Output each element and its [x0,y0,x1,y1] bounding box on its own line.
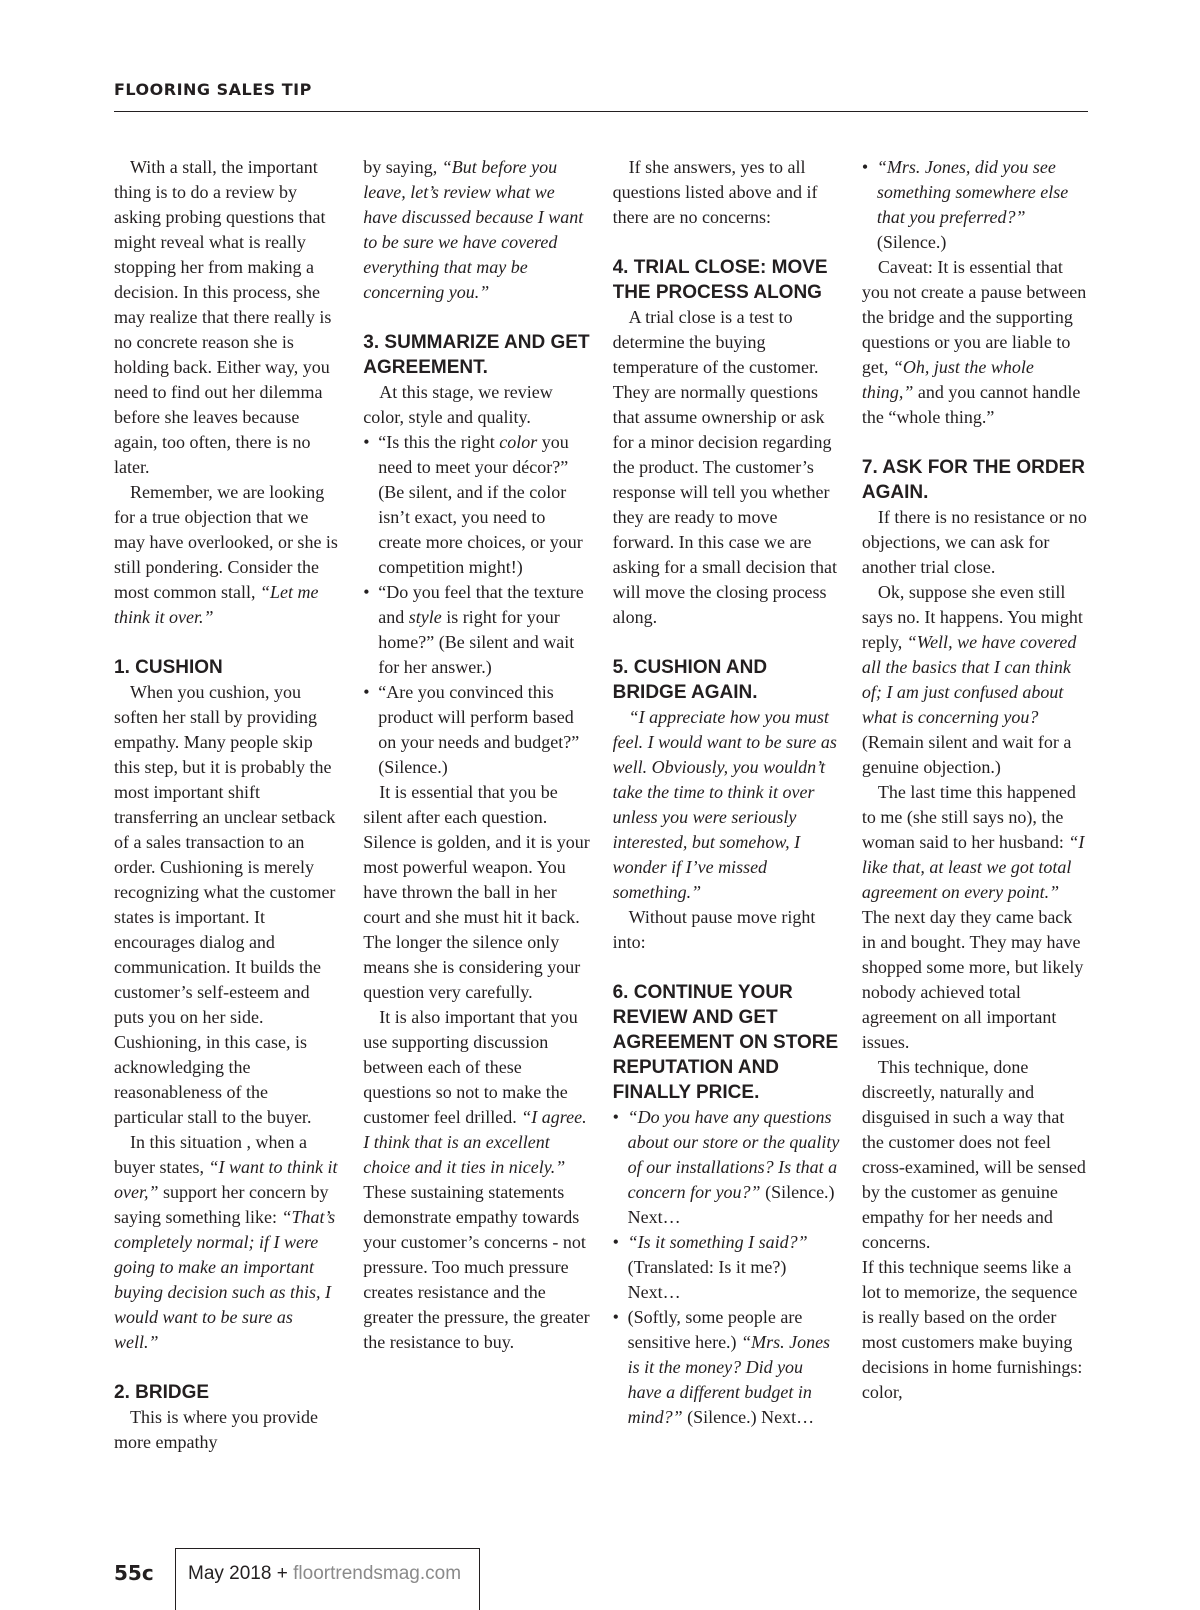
column-4 [862,155,1089,1485]
footer-separator: + [276,1563,288,1584]
heading-summarize: 3. SUMMARIZE AND GET AGREEMENT. [363,332,590,378]
list-item: • “Mrs. Jones, did you see something somewhere else that you preferred?” (Silence.) [862,155,1089,255]
list-item: • “Is this the right color you need to meet your décor?” (Be silent, and if the color isn’t exact, you need to create more choices, or your competition might!) [363,430,590,580]
paragraph: It is essential that you be silent after each question. Silence is golden, and it is your most powerful weapon. You have thrown the ball in her court and she must hit it back. The longer the silence only means she is considering your question very carefully. [363,782,590,1002]
footer-issue [188,1563,461,1585]
paragraph: This technique, done discreetly, naturally and disguised in such a way that the customer does not feel cross-examined, will be sensed by the customer as genuine empathy for her needs and concerns. [861,1057,1086,1252]
list-item: • “Is it something I said?” (Translated: Is it me?) Next… [613,1230,840,1305]
heading-bridge: 2. BRIDGE [114,1382,210,1403]
paragraph: “I appreciate how you must feel. I would want to be sure as well. Obviously, you wouldn’t take the time to think it over unless you were seriously interested, but somehow, I wonder if I’ve missed something.” [612,707,837,902]
website-link[interactable]: floortrendsmag.com [293,1563,462,1584]
section-label: FLOORING SALES TIP [114,80,312,99]
issue-date: May 2018 [188,1563,272,1584]
article-body [114,155,1088,1485]
paragraph: Caveat: It is essential that you not create a pause between the bridge and the supporting questions or you are liable to get, “Oh, just the whole thing,” and you cannot handle the “whole thing.” [861,257,1087,427]
list-item: • (Softly, some people are sensitive here.) “Mrs. Jones is it the money? Did you have a different budget in mind?” (Silence.) Next… [613,1305,840,1430]
paragraph: A trial close is a test to determine the buying temperature of the customer. They are normally questions that assume ownership or ask for a minor decision regarding the product. The customer’s response will tell you whether they are ready to move forward. In this case we are asking for a small decision that will move the closing process along. [612,307,838,627]
column-3 [613,155,840,1485]
paragraph: by saying, “But before you leave, let’s review what we have discussed because I want to be sure we have covered everything that may be concerning you.” [363,157,584,302]
paragraph: This is where you provide more empathy [114,1407,318,1452]
paragraph: If she answers, yes to all questions listed above and if there are no concerns: [612,157,818,227]
paragraph: In this situation , when a buyer states, “I want to think it over,” support her concern by saying something like: “That’s completely normal; if I were going to make an important buying decision such as this, I would want to be sure as well.” [114,1132,338,1352]
heading-cushion-bridge-again: 5. CUSHION AND BRIDGE AGAIN. [612,657,768,703]
paragraph: Without pause move right into: [612,907,816,952]
question-list [613,1105,840,1430]
paragraph: It is also important that you use supporting discussion between each of these questions so not to make the customer feel drilled. “I agree. I think that is an excellent choice and it ties in nicely.” These sustaining statements demonstrate empathy towards your customer’s concerns - not pressure. Too much pressure creates resistance and the greater the pressure, the greater the resistance to buy. [363,1007,590,1352]
footer-rule [479,1548,480,1610]
paragraph: Remember, we are looking for a true objection that we may have overlooked, or she is still pondering. Consider the most common stall, “Let me think it over.” [114,482,338,627]
heading-continue-review: 6. CONTINUE YOUR REVIEW AND GET AGREEMENT ON STORE REPUTATION AND FINALLY PRICE. [612,982,839,1103]
paragraph: If this technique seems like a lot to memorize, the sequence is really based on the order most customers make buying decisions in home furnishings: color, [861,1257,1083,1402]
footer-rule [175,1548,480,1549]
footer-rule [175,1548,176,1610]
paragraph: Ok, suppose she even still says no. It happens. You might reply, “Well, we have covered all the basics that I can think of; I am just confused about what is concerning you? (Remain silent and wait for a genuine objection.) [861,582,1083,777]
heading-trial-close: 4. TRIAL CLOSE: MOVE THE PROCESS ALONG [612,257,828,303]
heading-ask-order: 7. ASK FOR THE ORDER AGAIN. [861,457,1085,503]
question-list [862,155,1089,255]
paragraph: When you cushion, you soften her stall by providing empathy. Many people skip this step, but it is probably the most important shift transferring an unclear setback of a sales transaction to an order. Cushioning is merely recognizing what the customer states is important. It encourages dialog and communication. It builds the customer’s self-esteem and puts you on her side. Cushioning, in this case, is acknowledging the reasonableness of the particular stall to the buyer. [114,682,336,1127]
header-rule [114,111,1088,112]
column-1 [114,155,341,1485]
heading-cushion: 1. CUSHION [114,657,223,678]
paragraph: The last time this happened to me (she still says no), the woman said to her husband: “I like that, at least we got total agreement on every point.” The next day they came back in and bought. They may have shopped some more, but likely nobody achieved total agreement on all important issues. [861,782,1085,1052]
list-item: • “Do you have any questions about our store or the quality of our installations? Is that a concern for you?” (Silence.) Next… [613,1105,840,1230]
paragraph: If there is no resistance or no objections, we can ask for another trial close. [861,507,1087,577]
list-item: • “Do you feel that the texture and style is right for your home?” (Be silent and wait for her answer.) [363,580,590,680]
question-list [363,430,590,780]
paragraph: With a stall, the important thing is to do a review by asking probing questions that might reveal what is really stopping her from making a decision. In this process, she may realize that there really is no concrete reason she is holding back. Either way, you need to find out her dilemma before she leaves because again, too often, there is no later. [114,157,332,477]
column-2 [363,155,590,1485]
page-number: 55c [114,1561,154,1585]
list-item: • “Are you convinced this product will perform based on your needs and budget?” (Silence.) [363,680,590,780]
paragraph: At this stage, we review color, style and quality. [363,382,553,427]
